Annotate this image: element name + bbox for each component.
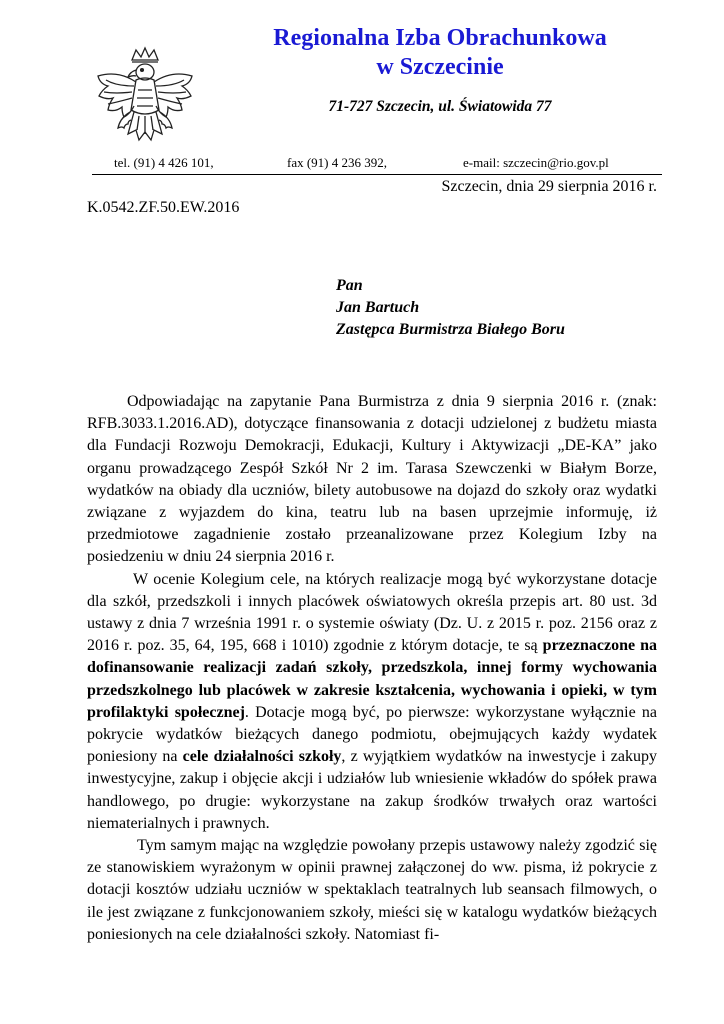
phone-number: tel. (91) 4 426 101,: [114, 155, 214, 170]
header-divider: [92, 174, 662, 175]
letter-date: Szczecin, dnia 29 sierpnia 2016 r.: [441, 178, 657, 195]
email-address[interactable]: e-mail: szczecin@rio.gov.pl: [463, 155, 609, 170]
institution-name: [240, 24, 640, 82]
recipient-block: [336, 275, 565, 341]
institution-address: 71-727 Szczecin, ul. Światowida 77: [328, 98, 552, 115]
paragraph-2: [87, 569, 657, 835]
institution-name-line1: Regionalna Izba Obrachunkowa: [273, 25, 607, 51]
recipient-title: Zastępca Burmistrza Białego Boru: [336, 321, 565, 338]
paragraph-2-bold-purpose: przeznaczone na dofinansowanie realizacji zadań szkoły, przedszkola, innej formy wychowania przedszkolnego lub placówek w zakresie kształcenia, wychowania i opieki, w tym profilaktyki społecznej: [87, 637, 657, 721]
paragraph-2-part-a: W ocenie Kolegium cele, na których realizacje mogą być wykorzystane dotacje dla szkół, przedszkoli i innych placówek oświatowych określa przepis art. 80 ust. 3d ustawy z dnia 7 września 1991 r. o systemie oświaty (Dz. U. z 2015 r. poz. 2156 oraz z 2016 r. poz. 35, 64, 195, 668 i 1010) zgodnie z którym dotacje, te są: [87, 570, 657, 655]
eagle-emblem-icon: [92, 46, 198, 158]
institution-name-line2: w Szczecinie: [376, 54, 504, 80]
recipient-salutation: Pan: [336, 277, 363, 294]
recipient-name: Jan Bartuch: [336, 299, 420, 316]
fax-number: fax (91) 4 236 392,: [287, 155, 388, 170]
letter-body: [87, 391, 657, 946]
reference-number: K.0542.ZF.50.EW.2016: [87, 199, 240, 216]
paragraph-2-bold-school-goals: cele działalności szkoły: [182, 748, 342, 766]
paragraph-2-part-b: . Dotacje mogą być, po pierwsze: wykorzystane wyłącznie na pokrycie wydatków bieżących danego podmiotu, obejmujących każdy wydatek poniesiony na: [87, 703, 658, 766]
paragraph-2-part-c: , z wyjątkiem wydatków na inwestycje i zakupy inwestycyjne, zakup i objęcie akcji i udziałów lub wniesienie wkładów do spółek prawa handlowego, po drugie: wykorzystane na zakup środków trwałych oraz wartości niematerialnych i prawnych.: [87, 748, 658, 832]
paragraph-3: Tym samym mając na względzie powołany przepis ustawowy należy zgodzić się ze stanowiskiem wyrażonym w opinii prawnej załączonej do ww. pisma, iż pokrycie z dotacji kosztów udziału uczniów w spektaklach teatralnych lub seansach filmowych, o ile jest związane z funkcjonowaniem szkoły, mieści się w katalogu wydatków bieżących poniesionych na cele działalności szkoły. Natomiast fi-: [87, 837, 657, 943]
paragraph-1: Odpowiadając na zapytanie Pana Burmistrza z dnia 9 sierpnia 2016 r. (znak: RFB.3033.1.2016.AD), dotyczące finansowania z dotacji udzielonej z budżetu miasta dla Fundacji Rozwoju Demokracji, Edukacji, Kultury i Aktywizacji „DE-KA” jako organu prowadzącego Zespół Szkół Nr 2 im. Tarasa Szewczenki w Białym Borze, wydatków na obiady dla uczniów, bilety autobusowe na dojazd do szkoły oraz wydatki związane z wyjazdem do kina, teatru lub na basen uprzejmie informuję, iż przedmiotowe zagadnienie zostało przeanalizowane przez Kolegium Izby na posiedzeniu w dniu 24 sierpnia 2016 r.: [87, 393, 657, 566]
